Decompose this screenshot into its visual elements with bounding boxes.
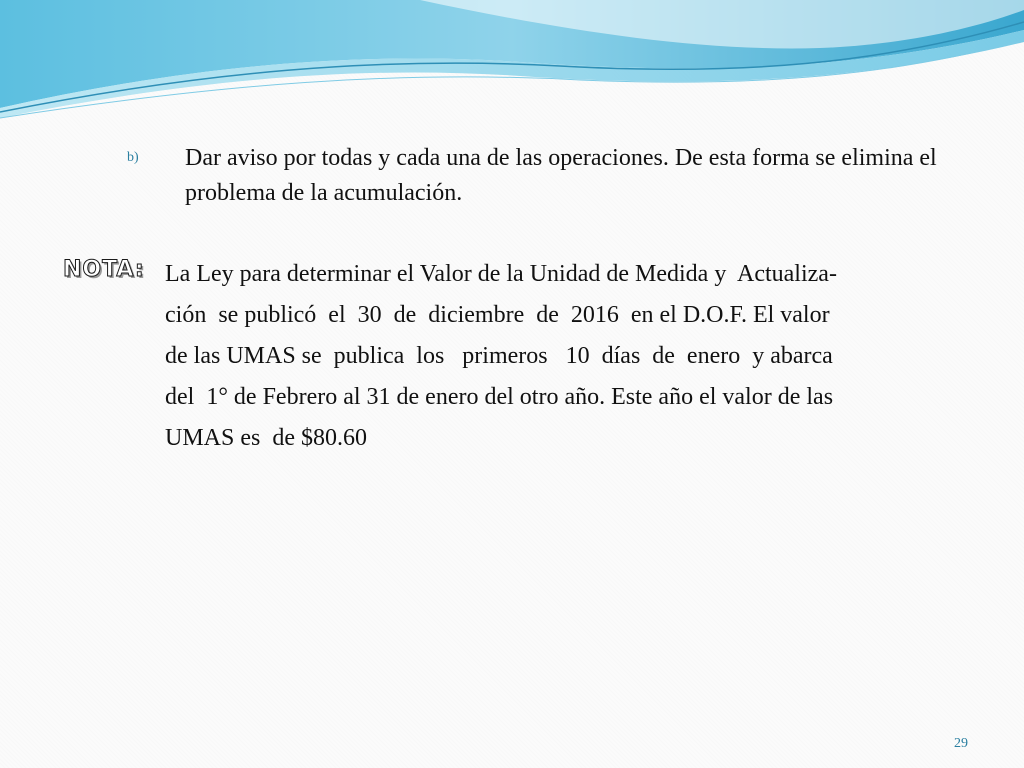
nota-line: La Ley para determinar el Valor de la Unidad de Medida y Actualiza- <box>165 261 837 287</box>
nota-line: ción se publicó el 30 de diciembre de 2016 en el D.O.F. El valor <box>165 302 830 328</box>
nota-label: NOTA: <box>63 257 145 282</box>
bullet-marker: b) <box>127 150 139 165</box>
nota-line: del 1° de Febrero al 31 de enero del otro año. Este año el valor de las <box>165 384 834 410</box>
bullet-text: Dar aviso por todas y cada una de las operaciones. De esta forma se elimina el problema de la acumulación. <box>185 145 937 206</box>
page-number: 29 <box>954 736 968 751</box>
nota-line: UMAS es de $80.60 <box>165 425 367 451</box>
decorative-wave-banner <box>0 0 1024 130</box>
nota-line: de las UMAS se publica los primeros 10 días de enero y abarca <box>165 343 833 369</box>
